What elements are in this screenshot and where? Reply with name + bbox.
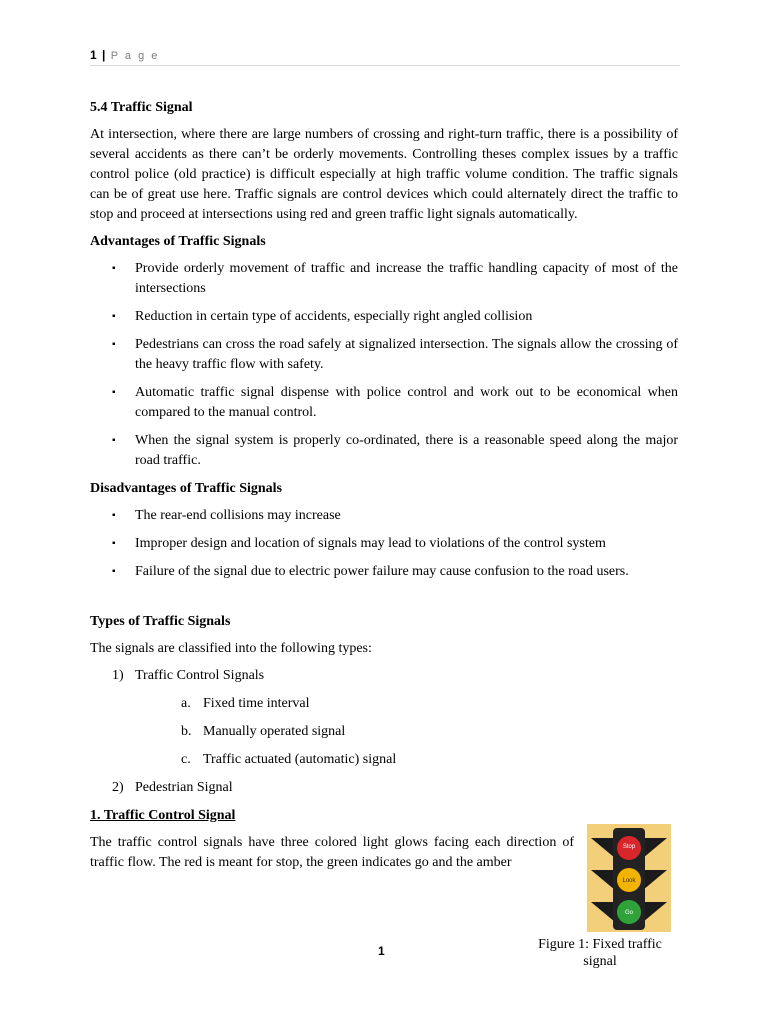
bullet-icon: ▪ — [112, 339, 116, 350]
page-header — [90, 48, 680, 66]
bullet-icon: ▪ — [112, 566, 116, 577]
types-intro: The signals are classified into the following types: — [90, 641, 372, 656]
disadvantages-heading: Disadvantages of Traffic Signals — [90, 481, 282, 496]
list-item: 2) Pedestrian Signal — [112, 780, 233, 795]
figure-caption: Figure 1: Fixed traffic signal — [538, 937, 662, 969]
stop-label: Stop — [622, 844, 636, 850]
list-item: c. Traffic actuated (automatic) signal — [181, 752, 397, 767]
types-list — [90, 666, 678, 798]
bullet-icon: ▪ — [112, 263, 116, 274]
list-item: ▪ Pedestrians can cross the road safely at signalized intersection. The signals allow the crossing of the heavy traffic flow with safety. — [112, 337, 678, 372]
header-page-number: 1 — [90, 48, 97, 62]
go-label: Go — [624, 910, 634, 916]
traffic-control-heading: 1. Traffic Control Signal — [90, 808, 236, 823]
footer-page-number: 1 — [378, 944, 385, 958]
look-label: Look — [622, 878, 636, 884]
list-item: ▪ Reduction in certain type of accidents, especially right angled collision — [90, 307, 678, 327]
traffic-light-image — [587, 824, 671, 932]
section-title: 5.4 Traffic Signal — [90, 100, 193, 115]
types-heading: Types of Traffic Signals — [90, 614, 231, 629]
list-item: ▪ The rear-end collisions may increase — [90, 506, 678, 526]
list-item: a. Fixed time interval — [181, 696, 310, 711]
disadvantages-list — [90, 506, 678, 582]
bullet-icon: ▪ — [112, 311, 116, 322]
traffic-control-paragraph: The traffic control signals have three colored light glows facing each direction of traffic flow. The red is meant for stop, the green indicates go and the amber — [90, 835, 574, 870]
list-item: ▪ When the signal system is properly co-ordinated, there is a reasonable speed along the major road traffic. — [112, 433, 678, 468]
list-item: ▪ Provide orderly movement of traffic and increase the traffic handling capacity of most of the intersections — [112, 261, 678, 296]
header-separator: | — [102, 48, 106, 62]
intro-paragraph: At intersection, where there are large numbers of crossing and right-turn traffic, there is a possibility of several accidents as there can’t be orderly movements. Controlling theses complex issues by a traffic control police (old practice) is difficult especially at high traffic volume condition. The traffic signals can be of great use here. Traffic signals are control devices which could alternately direct the traffic to stop and proceed at intersections using red and green traffic light signals automatically. — [90, 127, 678, 222]
bullet-icon: ▪ — [112, 538, 116, 549]
list-item: ▪ Automatic traffic signal dispense with police control and work out to be economical when compared to the manual control. — [112, 385, 678, 420]
bullet-icon: ▪ — [112, 510, 116, 521]
document-body — [90, 98, 678, 880]
list-item: ▪ Improper design and location of signals may lead to violations of the control system — [90, 534, 678, 554]
bullet-icon: ▪ — [112, 435, 116, 446]
list-item: ▪ Failure of the signal due to electric power failure may cause confusion to the road users. — [90, 562, 678, 582]
subtypes-list — [135, 694, 678, 770]
traffic-light-icon — [587, 824, 671, 932]
advantages-list — [90, 259, 678, 471]
list-item: 1) Traffic Control Signals a. Fixed time interval b. Manually operated signal c. Traffic actuated (automatic) signal — [90, 666, 678, 770]
header-page-word: P a g e — [110, 50, 160, 62]
bullet-icon: ▪ — [112, 387, 116, 398]
advantages-heading: Advantages of Traffic Signals — [90, 234, 266, 249]
list-item: b. Manually operated signal — [181, 724, 346, 739]
